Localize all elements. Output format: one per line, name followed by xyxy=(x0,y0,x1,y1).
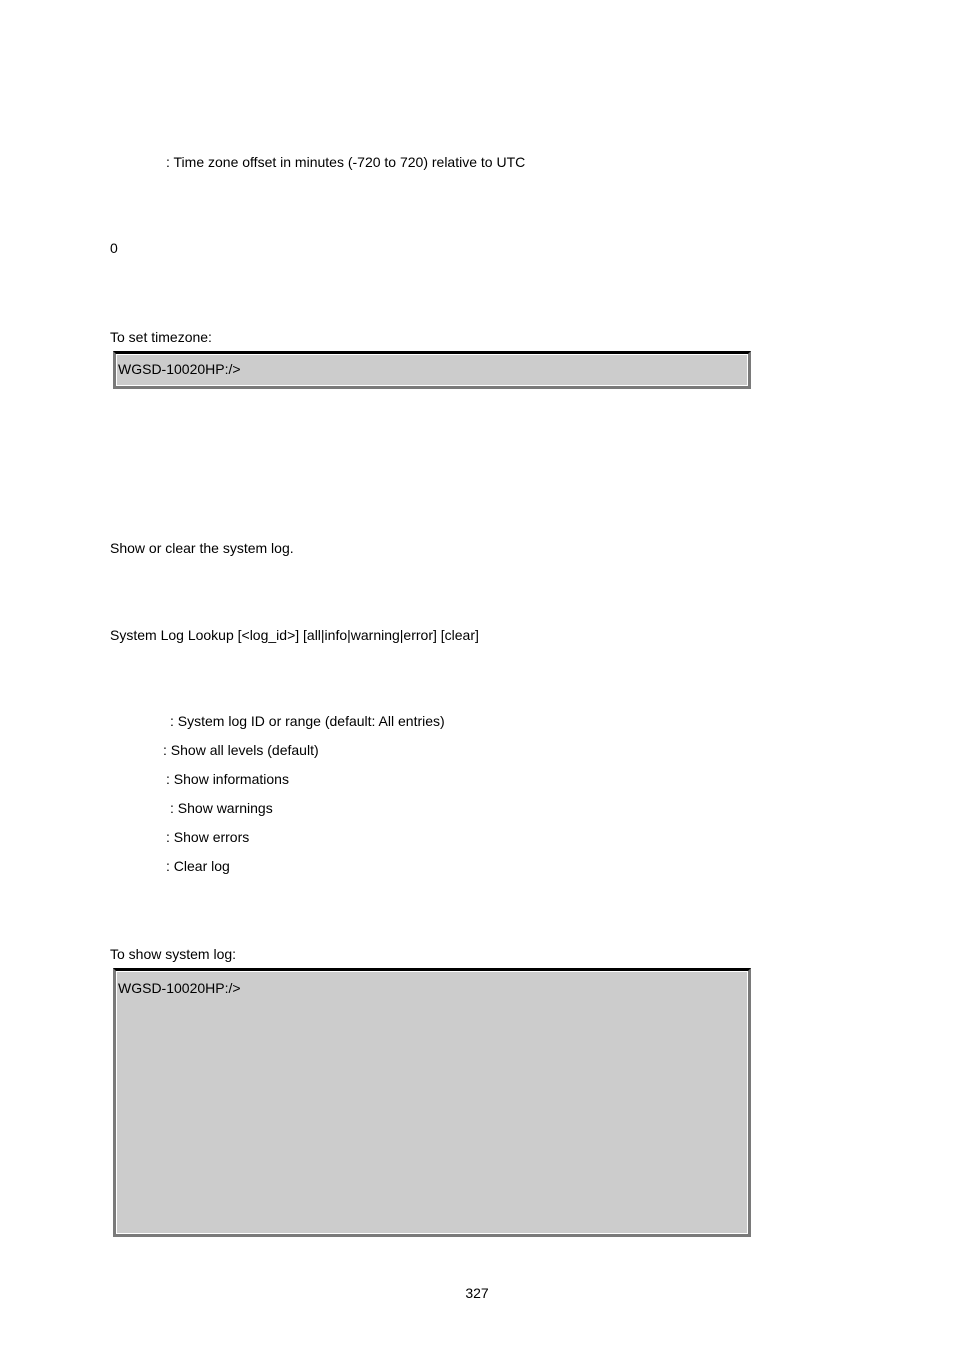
system-log-example-code-box xyxy=(113,968,751,1237)
page-number: 327 xyxy=(465,1285,489,1301)
system-log-param-log-id: : System log ID or range (default: All entries) xyxy=(170,713,445,729)
system-log-example-label: To show system log: xyxy=(110,946,237,962)
system-log-syntax: System Log Lookup [<log_id>] [all|info|warning|error] [clear] xyxy=(110,627,479,643)
timezone-default-value: 0 xyxy=(110,240,118,256)
system-log-example-prompt: WGSD-10020HP:/> xyxy=(118,980,241,996)
system-log-param-error: : Show errors xyxy=(166,829,250,845)
system-log-description: Show or clear the system log. xyxy=(110,540,294,556)
system-log-param-all: : Show all levels (default) xyxy=(163,742,319,758)
timezone-param-desc: : Time zone offset in minutes (-720 to 720) relative to UTC xyxy=(166,154,526,170)
system-log-param-info: : Show informations xyxy=(166,771,289,787)
timezone-example-code-box xyxy=(113,351,751,389)
system-log-param-warning: : Show warnings xyxy=(170,800,273,816)
timezone-example-label: To set timezone: xyxy=(110,329,212,345)
timezone-example-prompt: WGSD-10020HP:/> xyxy=(118,361,241,377)
system-log-param-clear: : Clear log xyxy=(166,858,230,874)
